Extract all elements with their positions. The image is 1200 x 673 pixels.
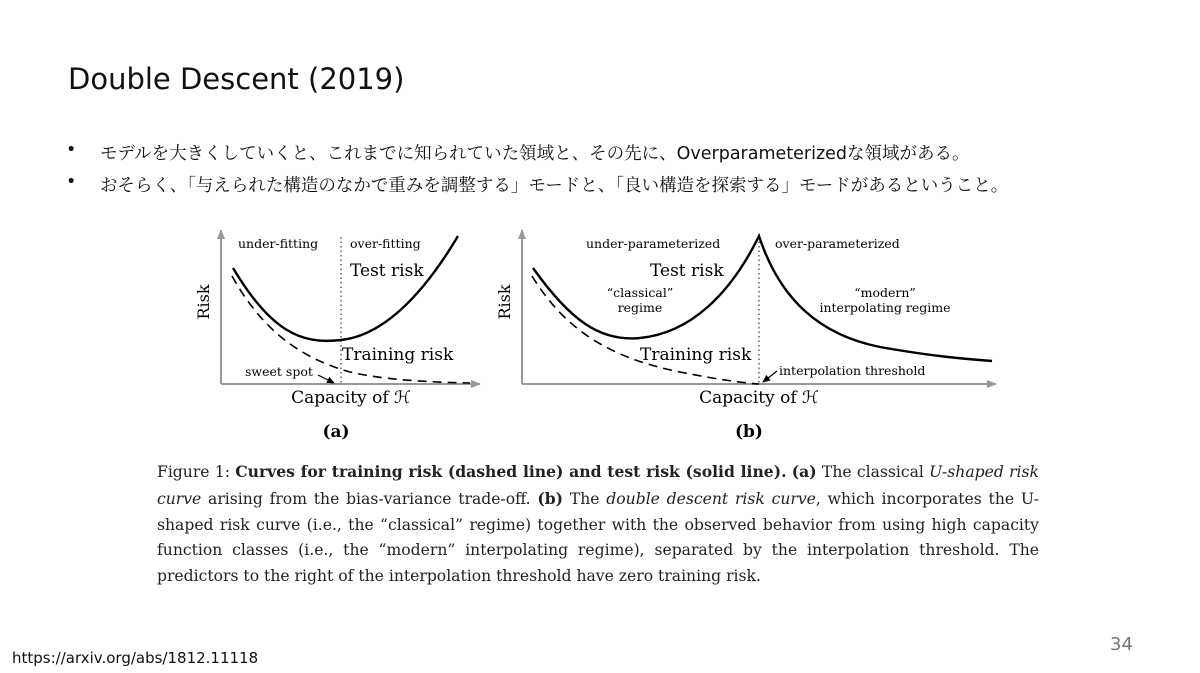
slide-title: Double Descent (2019) — [68, 62, 405, 96]
caption-b-label: (b) — [537, 488, 564, 508]
caption-a-text-1: The classical — [816, 463, 930, 481]
page-number: 34 — [1110, 634, 1133, 655]
caption-b-italic: double descent risk curve — [606, 489, 816, 508]
bullet-dot: • — [66, 140, 77, 160]
panel-b-threshold-arrow — [763, 371, 777, 382]
caption-b-text-1: The — [563, 489, 607, 508]
panel-a — [194, 230, 480, 442]
panel-b-classical-line2: regime — [617, 300, 663, 315]
caption-a-text-2: arising from the bias-variance trade-off. — [201, 489, 538, 508]
panel-a-region-left: under-fitting — [238, 236, 319, 251]
panel-a-sweet-spot-arrow — [318, 375, 334, 383]
panel-a-region-right: over-fitting — [350, 236, 421, 251]
panel-b-test-label: Test risk — [650, 261, 724, 281]
panel-a-x-label: Capacity of ℋ — [291, 388, 411, 408]
panel-b-modern-line2: interpolating regime — [819, 300, 951, 315]
panel-b-region-left: under-parameterized — [586, 236, 721, 251]
panel-b-train-label: Training risk — [640, 345, 752, 365]
bullet-text: おそらく、「与えられた構造のなかで重みを調整する」モードと、「良い構造を探索する」モードがあるということ。 — [100, 176, 1009, 196]
panel-b-classical-line1: “classical” — [606, 285, 674, 300]
panel-b-modern-line1: “modern” — [854, 285, 916, 300]
source-link[interactable]: https://arxiv.org/abs/1812.11118 — [12, 649, 259, 667]
panel-a-test-risk-curve — [233, 236, 458, 341]
figure-caption — [157, 459, 1039, 590]
panel-b-threshold-label: interpolation threshold — [779, 363, 926, 378]
panel-b-panel-label: (b) — [735, 422, 763, 442]
panel-b — [495, 230, 996, 442]
panel-a-y-label: Risk — [194, 284, 213, 320]
caption-a-label: (a) — [791, 462, 817, 481]
panel-b-test-risk-curve — [533, 236, 992, 361]
caption-prefix: Figure 1: — [157, 463, 236, 481]
panel-b-region-right: over-parameterized — [775, 236, 900, 251]
caption-b-text-2: , which incorporates the U-shaped risk curve (i.e., the “classical” regime) together with the observed behavior from using high capacity function classes (i.e., the “modern” interpolating regime), separated by the interpolation threshold. The predictors to the right of the interpolation threshold have zero training risk. — [157, 489, 1040, 586]
caption-bold-title: Curves for training risk (dashed line) and test risk (solid line). — [235, 462, 787, 481]
bullet-text: モデルを大きくしていくと、これまでに知られていた領域と、その先に、Overparameterizedな領域がある。 — [100, 144, 970, 164]
bullet-dot: • — [66, 172, 77, 192]
panel-b-y-label: Risk — [495, 284, 514, 320]
panel-a-sweet-spot-label: sweet spot — [245, 364, 313, 379]
panel-a-test-label: Test risk — [350, 261, 424, 281]
panel-b-x-label: Capacity of ℋ — [699, 388, 819, 408]
caption-a-italic: U-shaped risk curve — [157, 463, 1039, 508]
panel-a-train-label: Training risk — [342, 345, 454, 365]
panel-a-panel-label: (a) — [322, 422, 350, 442]
